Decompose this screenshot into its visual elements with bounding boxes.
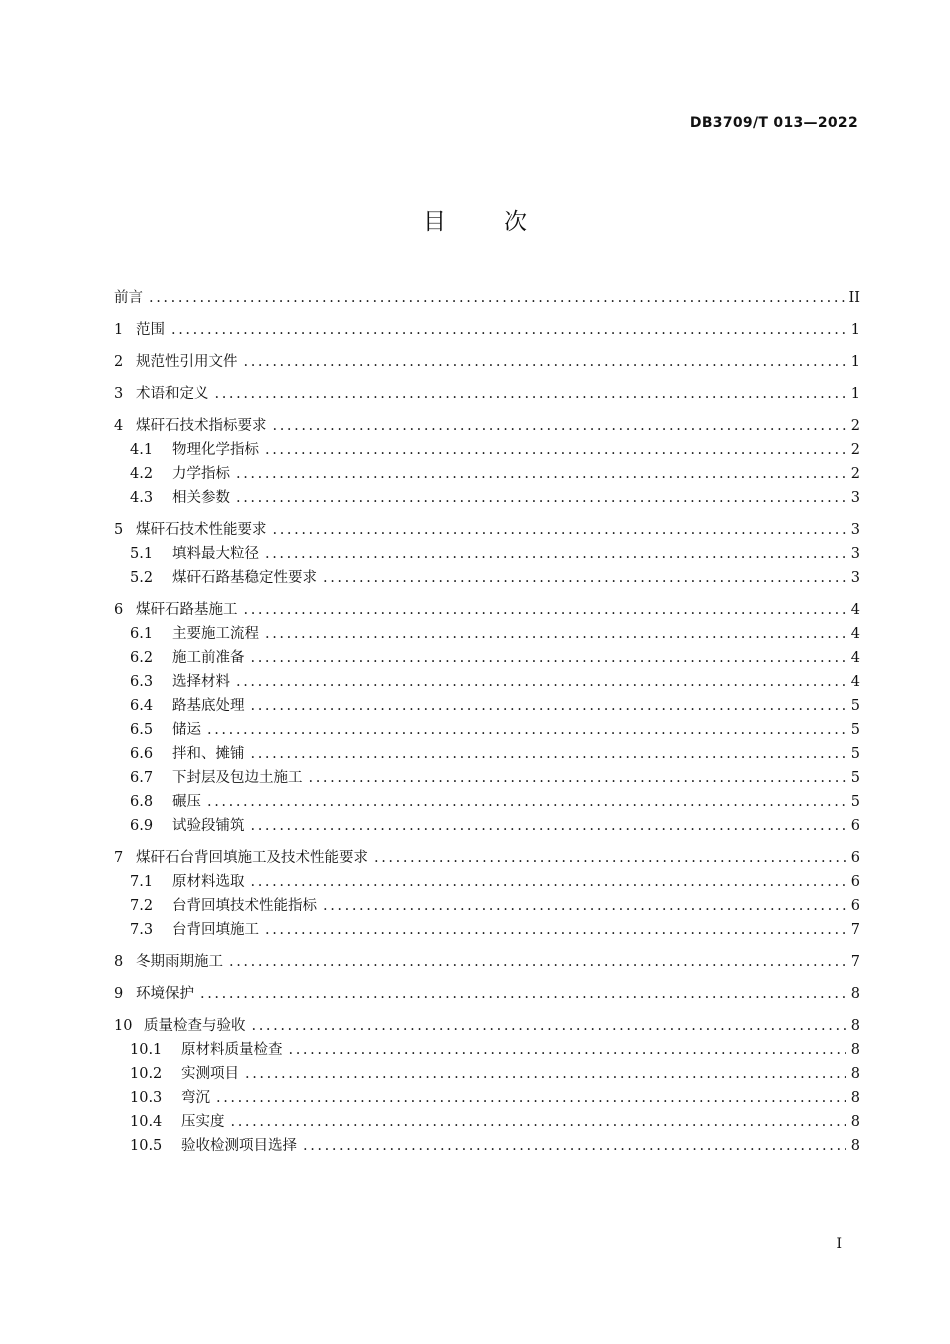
toc-entry-title: 物理化学指标 [172,442,259,458]
toc-leader-dots [273,414,847,438]
toc-entry-number: 6.3 [130,674,154,690]
toc-entry-page: 5 [850,794,860,810]
toc-entry[interactable] [114,814,860,838]
toc-leader-dots [289,1038,847,1062]
toc-entry-page: 6 [850,898,860,914]
toc-entry-number: 4.1 [130,442,154,458]
toc-entry-title: 范围 [136,322,165,338]
toc-entry[interactable] [114,1134,860,1158]
toc-entry-title: 煤矸石技术指标要求 [136,418,267,434]
toc-leader-dots [207,718,846,742]
toc-leader-dots [171,318,846,342]
toc-entry[interactable] [114,462,860,486]
toc-entry[interactable] [114,1038,860,1062]
toc-entry[interactable] [114,742,860,766]
toc-entry-page: 8 [850,1138,860,1154]
toc-entry[interactable] [114,286,860,310]
toc-entry-number: 7.1 [130,874,154,890]
toc-entry-page: 1 [850,322,860,338]
toc-entry-page: 2 [850,418,860,434]
toc-entry-page: 3 [850,546,860,562]
toc-entry-page: 7 [850,922,860,938]
toc-leader-dots [149,286,845,310]
toc-leader-dots [252,1014,847,1038]
toc-entry[interactable] [114,1062,860,1086]
toc-entry[interactable] [114,870,860,894]
toc-leader-dots [323,566,846,590]
toc-entry[interactable] [114,414,860,438]
toc-entry-title: 压实度 [181,1114,225,1130]
toc-entry-title: 冬期雨期施工 [136,954,223,970]
toc-leader-dots [303,1134,846,1158]
toc-entry[interactable] [114,622,860,646]
toc-leader-dots [244,350,847,374]
toc-entry-number: 10.1 [130,1042,163,1058]
toc-entry-title: 选择材料 [172,674,230,690]
toc-entry-title: 煤矸石路基稳定性要求 [172,570,317,586]
toc-entry-title: 碾压 [172,794,201,810]
toc-entry[interactable] [114,694,860,718]
toc-entry-number: 9 [114,986,124,1002]
toc-entry[interactable] [114,382,860,406]
toc-entry-page: 6 [850,850,860,866]
toc-entry-page: 8 [850,1114,860,1130]
toc-entry-page: 2 [850,466,860,482]
toc-entry[interactable] [114,1014,860,1038]
toc-entry[interactable] [114,718,860,742]
toc-entry-title: 煤矸石技术性能要求 [136,522,267,538]
toc-entry[interactable] [114,486,860,510]
toc-entry-title: 验收检测项目选择 [181,1138,297,1154]
toc-entry-number: 6.9 [130,818,154,834]
toc-entry-number: 5 [114,522,124,538]
toc-entry-title: 术语和定义 [136,386,209,402]
toc-leader-dots [265,542,846,566]
toc-entry-number: 6.5 [130,722,154,738]
toc-entry[interactable] [114,982,860,1006]
toc-leader-dots [216,1086,846,1110]
toc-entry-page: 5 [850,698,860,714]
toc-entry-number: 1 [114,322,124,338]
toc-entry-page: 8 [850,1042,860,1058]
toc-entry-number: 10.3 [130,1090,163,1106]
toc-title [0,203,950,236]
toc-entry-number: 10.5 [130,1138,163,1154]
toc-entry-title: 填料最大粒径 [172,546,259,562]
toc-entry-page: II [848,290,860,306]
toc-leader-dots [207,790,846,814]
toc-entry[interactable] [114,598,860,622]
toc-leader-dots [323,894,846,918]
toc-leader-dots [244,598,847,622]
toc-entry-number: 10.2 [130,1066,163,1082]
toc-leader-dots [251,870,847,894]
toc-entry-page: 4 [850,650,860,666]
toc-entry[interactable] [114,894,860,918]
toc-entry-title: 储运 [172,722,201,738]
toc-entry-number: 7.3 [130,922,154,938]
toc-entry[interactable] [114,1086,860,1110]
toc-entry-title: 原材料选取 [172,874,245,890]
toc-entry-page: 3 [850,490,860,506]
toc-leader-dots [265,918,846,942]
toc-entry-page: 6 [850,874,860,890]
toc-entry-page: 5 [850,722,860,738]
toc-entry-number: 6.4 [130,698,154,714]
toc-leader-dots [251,694,847,718]
toc-entry[interactable] [114,950,860,974]
toc-entry-title: 路基底处理 [172,698,245,714]
toc-leader-dots [265,438,846,462]
toc-entry-number: 6.1 [130,626,154,642]
toc-entry-number: 6.2 [130,650,154,666]
toc-entry-page: 4 [850,674,860,690]
toc-entry[interactable] [114,438,860,462]
toc-entry[interactable] [114,566,860,590]
toc-leader-dots [215,382,847,406]
toc-leader-dots [200,982,846,1006]
toc-entry-number: 4.3 [130,490,154,506]
toc-entry[interactable] [114,670,860,694]
toc-leader-dots [265,622,846,646]
toc-leader-dots [273,518,847,542]
toc-entry[interactable] [114,766,860,790]
toc-entry-title: 拌和、摊铺 [172,746,245,762]
toc-entry[interactable] [114,846,860,870]
toc-entry-number: 10 [114,1018,133,1034]
toc-entry-number: 5.1 [130,546,154,562]
toc-leader-dots [251,742,847,766]
table-of-contents [114,286,860,1158]
toc-leader-dots [251,814,847,838]
toc-entry[interactable] [114,790,860,814]
toc-leader-dots [236,486,846,510]
toc-leader-dots [229,950,846,974]
toc-leader-dots [309,766,847,790]
toc-entry-number: 3 [114,386,124,402]
toc-entry-title: 煤矸石路基施工 [136,602,238,618]
toc-leader-dots [236,462,846,486]
toc-entry-number: 8 [114,954,124,970]
toc-entry-title: 施工前准备 [172,650,245,666]
toc-entry-title: 前言 [114,290,143,306]
toc-entry-number: 4 [114,418,124,434]
toc-entry[interactable] [114,518,860,542]
toc-title-char-1: 目 [423,209,446,235]
document-code: DB3709/T 013—2022 [689,115,858,131]
toc-entry-title: 主要施工流程 [172,626,259,642]
toc-entry-number: 6 [114,602,124,618]
toc-entry-title: 煤矸石台背回填施工及技术性能要求 [136,850,368,866]
toc-leader-dots [374,846,846,870]
toc-entry-page: 1 [850,354,860,370]
toc-entry-page: 3 [850,522,860,538]
toc-title-char-2: 次 [504,209,527,235]
footer-page-number: I [836,1236,842,1252]
toc-entry-title: 弯沉 [181,1090,210,1106]
toc-entry[interactable] [114,918,860,942]
toc-entry[interactable] [114,1110,860,1134]
toc-leader-dots [236,670,846,694]
toc-entry[interactable] [114,542,860,566]
toc-entry[interactable] [114,646,860,670]
toc-entry-page: 3 [850,570,860,586]
toc-entry-number: 7 [114,850,124,866]
toc-entry-title: 试验段铺筑 [172,818,245,834]
toc-leader-dots [251,646,847,670]
toc-entry-page: 7 [850,954,860,970]
toc-entry-number: 7.2 [130,898,154,914]
toc-leader-dots [231,1110,847,1134]
toc-entry-title: 台背回填施工 [172,922,259,938]
toc-entry-title: 质量检查与验收 [144,1018,246,1034]
toc-entry-page: 8 [850,986,860,1002]
toc-entry-page: 8 [850,1018,860,1034]
toc-entry-page: 2 [850,442,860,458]
toc-entry-page: 4 [850,602,860,618]
toc-entry-page: 4 [850,626,860,642]
toc-entry-number: 6.6 [130,746,154,762]
toc-entry-title: 下封层及包边土施工 [172,770,303,786]
toc-entry-title: 规范性引用文件 [136,354,238,370]
toc-entry-page: 5 [850,770,860,786]
toc-entry-title: 台背回填技术性能指标 [172,898,317,914]
toc-entry-page: 1 [850,386,860,402]
toc-entry-title: 力学指标 [172,466,230,482]
toc-entry[interactable] [114,350,860,374]
toc-entry-number: 10.4 [130,1114,163,1130]
toc-entry-title: 实测项目 [181,1066,239,1082]
toc-entry-page: 5 [850,746,860,762]
toc-entry-number: 6.7 [130,770,154,786]
toc-leader-dots [245,1062,846,1086]
toc-entry-page: 6 [850,818,860,834]
toc-entry-number: 2 [114,354,124,370]
toc-entry-page: 8 [850,1090,860,1106]
toc-entry-title: 相关参数 [172,490,230,506]
toc-entry-number: 5.2 [130,570,154,586]
toc-entry-title: 原材料质量检查 [181,1042,283,1058]
toc-entry[interactable] [114,318,860,342]
toc-entry-title: 环境保护 [136,986,194,1002]
toc-entry-number: 6.8 [130,794,154,810]
toc-entry-page: 8 [850,1066,860,1082]
toc-entry-number: 4.2 [130,466,154,482]
